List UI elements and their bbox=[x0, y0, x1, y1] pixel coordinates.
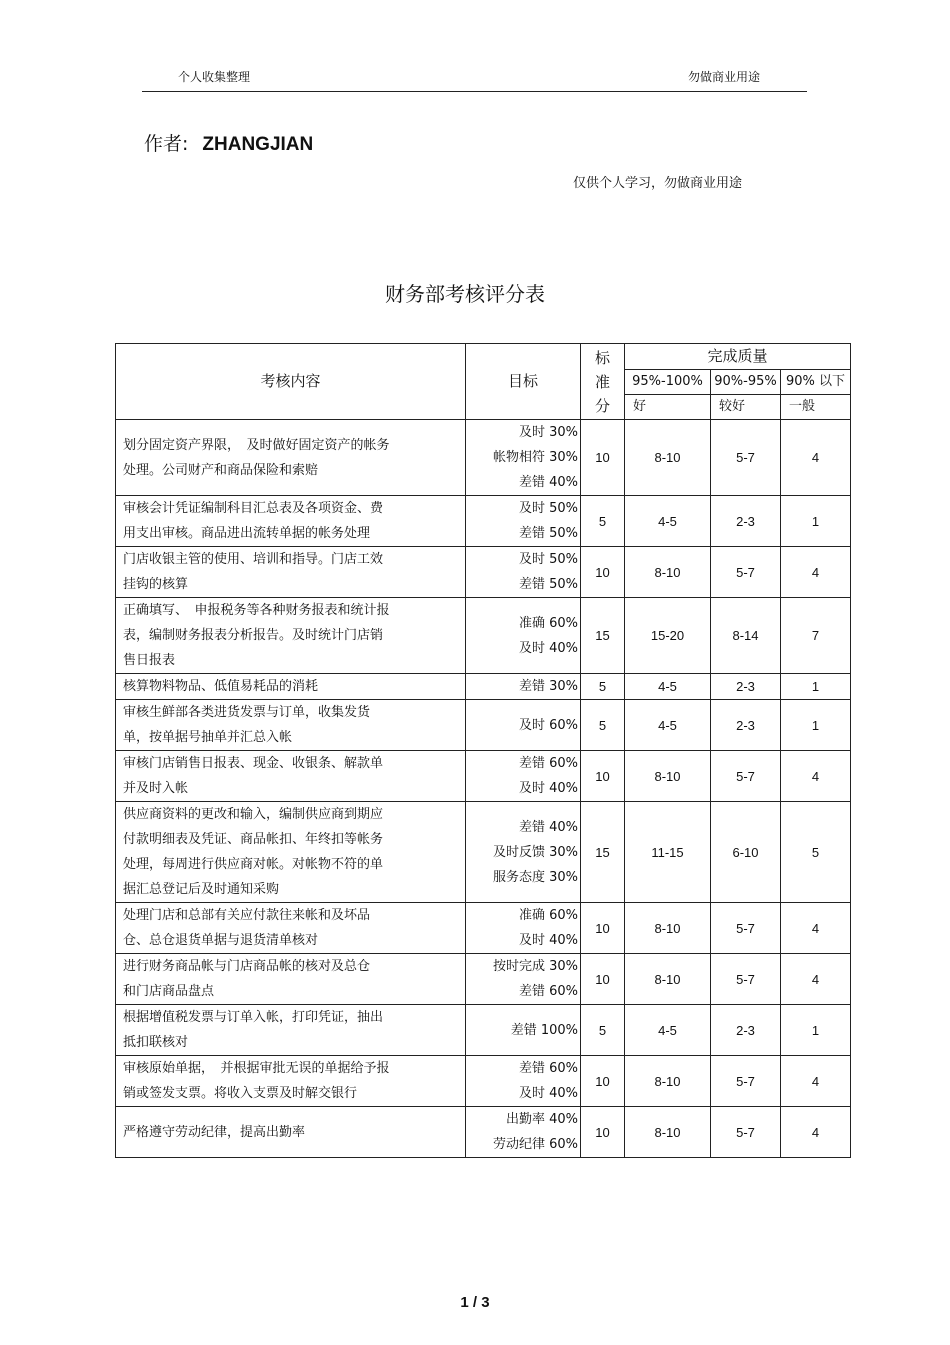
good-range-cell: 15-20 bbox=[625, 598, 711, 674]
content-cell bbox=[116, 954, 466, 1005]
standard-score-cell: 10 bbox=[581, 751, 625, 802]
normal-score-cell: 4 bbox=[781, 954, 851, 1005]
header-level-3: 90% 以下 bbox=[781, 370, 851, 395]
content-line: 单，按单据号抽单并汇总入帐 bbox=[123, 730, 293, 745]
normal-score-cell: 7 bbox=[781, 598, 851, 674]
table-row bbox=[116, 547, 851, 598]
table-row bbox=[116, 420, 851, 496]
standard-score-cell: 5 bbox=[581, 496, 625, 547]
author-label: 作者: bbox=[144, 133, 189, 155]
normal-score-cell: 4 bbox=[781, 751, 851, 802]
normal-score-cell: 1 bbox=[781, 496, 851, 547]
target-line: 差错 40% bbox=[518, 819, 578, 835]
header-grade-3: 一般 bbox=[781, 395, 851, 420]
target-line: 差错 60% bbox=[518, 756, 578, 771]
table-row bbox=[116, 1107, 851, 1158]
content-line: 处理。公司财产和商品保险和索赔 bbox=[123, 462, 319, 478]
assessment-table bbox=[115, 343, 851, 1158]
normal-score-cell: 5 bbox=[781, 802, 851, 903]
content-line: 正确填写、 申报税务等各种财务报表和统计报 bbox=[123, 603, 390, 618]
good-range-cell: 11-15 bbox=[625, 802, 711, 903]
content-cell bbox=[116, 802, 466, 903]
target-line: 出勤率 40% bbox=[505, 1112, 578, 1127]
normal-score-cell: 4 bbox=[781, 1056, 851, 1107]
target-cell bbox=[466, 420, 581, 496]
content-line: 门店收银主管的使用、培训和指导。门店工效 bbox=[123, 552, 384, 567]
content-line: 付款明细表及凭证、商品帐扣、年终扣等帐务 bbox=[123, 832, 384, 847]
usage-note: 仅供个人学习，勿做商业用途 bbox=[573, 176, 743, 191]
content-cell bbox=[116, 420, 466, 496]
author-name: ZHANGJIAN bbox=[202, 134, 314, 155]
content-line: 处理门店和总部有关应付款往来帐和及坏品 bbox=[123, 908, 371, 923]
better-range-cell: 2-3 bbox=[711, 674, 781, 700]
page-title: 财务部考核评分表 bbox=[385, 282, 545, 306]
target-line: 及时 40% bbox=[518, 933, 578, 948]
good-range-cell: 4-5 bbox=[625, 1005, 711, 1056]
content-line: 核算物料物品、低值易耗品的消耗 bbox=[123, 679, 319, 694]
target-line: 及时 40% bbox=[518, 1086, 578, 1101]
target-cell bbox=[466, 802, 581, 903]
content-line: 挂钩的核算 bbox=[123, 577, 189, 592]
target-line: 差错 100% bbox=[510, 1022, 578, 1038]
normal-score-cell: 1 bbox=[781, 1005, 851, 1056]
header-standard-char: 分 bbox=[594, 396, 610, 415]
header-level-2: 90%-95% bbox=[711, 370, 781, 395]
standard-score-cell: 10 bbox=[581, 903, 625, 954]
content-line: 用支出审核。商品进出流转单据的帐务处理 bbox=[123, 526, 371, 541]
header-target: 目标 bbox=[466, 344, 581, 420]
header-quality: 完成质量 bbox=[625, 344, 851, 370]
content-line: 据汇总登记后及时通知采购 bbox=[123, 882, 280, 897]
content-cell bbox=[116, 751, 466, 802]
better-range-cell: 5-7 bbox=[711, 751, 781, 802]
content-cell bbox=[116, 903, 466, 954]
target-line: 劳动纪律 60% bbox=[492, 1137, 578, 1152]
header-content: 考核内容 bbox=[116, 344, 466, 420]
content-cell bbox=[116, 1107, 466, 1158]
content-line: 划分固定资产界限， 及时做好固定资产的帐务 bbox=[123, 437, 390, 453]
content-cell bbox=[116, 598, 466, 674]
better-range-cell: 2-3 bbox=[711, 496, 781, 547]
content-cell bbox=[116, 700, 466, 751]
target-cell bbox=[466, 751, 581, 802]
standard-score-cell: 5 bbox=[581, 674, 625, 700]
page-number: 1 / 3 bbox=[460, 1294, 490, 1311]
normal-score-cell: 4 bbox=[781, 903, 851, 954]
content-line: 销或签发支票。将收入支票及时解交银行 bbox=[123, 1086, 358, 1101]
header-standard bbox=[581, 344, 625, 420]
content-line: 审核生鲜部各类进货发票与订单，收集发货 bbox=[123, 705, 371, 720]
target-line: 按时完成 30% bbox=[492, 959, 578, 974]
good-range-cell: 8-10 bbox=[625, 1056, 711, 1107]
good-range-cell: 4-5 bbox=[625, 700, 711, 751]
target-line: 及时 60% bbox=[518, 717, 578, 733]
standard-score-cell: 10 bbox=[581, 1056, 625, 1107]
table-row bbox=[116, 1056, 851, 1107]
better-range-cell: 5-7 bbox=[711, 954, 781, 1005]
table-row bbox=[116, 802, 851, 903]
content-line: 和门店商品盘点 bbox=[123, 984, 215, 999]
content-line: 根据增值税发票与订单入帐，打印凭证，抽出 bbox=[123, 1010, 384, 1025]
target-line: 及时 40% bbox=[518, 640, 578, 656]
target-cell bbox=[466, 674, 581, 700]
standard-score-cell: 15 bbox=[581, 802, 625, 903]
content-line: 供应商资料的更改和输入，编制供应商到期应 bbox=[123, 807, 384, 822]
header-row-1 bbox=[116, 344, 851, 370]
standard-score-cell: 10 bbox=[581, 1107, 625, 1158]
better-range-cell: 5-7 bbox=[711, 547, 781, 598]
good-range-cell: 8-10 bbox=[625, 903, 711, 954]
normal-score-cell: 4 bbox=[781, 420, 851, 496]
target-line: 服务态度 30% bbox=[492, 869, 578, 885]
content-cell bbox=[116, 1005, 466, 1056]
content-line: 严格遵守劳动纪律，提高出勤率 bbox=[123, 1124, 306, 1140]
standard-score-cell: 5 bbox=[581, 1005, 625, 1056]
target-line: 及时 50% bbox=[518, 552, 578, 567]
standard-score-cell: 5 bbox=[581, 700, 625, 751]
good-range-cell: 8-10 bbox=[625, 420, 711, 496]
good-range-cell: 8-10 bbox=[625, 954, 711, 1005]
target-cell bbox=[466, 598, 581, 674]
normal-score-cell: 4 bbox=[781, 547, 851, 598]
content-line: 审核会计凭证编制科目汇总表及各项资金、费 bbox=[123, 501, 384, 516]
target-line: 及时 40% bbox=[518, 781, 578, 796]
target-cell bbox=[466, 954, 581, 1005]
standard-score-cell: 10 bbox=[581, 954, 625, 1005]
content-line: 审核门店销售日报表、现金、收银条、解款单 bbox=[123, 756, 384, 771]
target-cell bbox=[466, 496, 581, 547]
content-cell bbox=[116, 674, 466, 700]
target-line: 差错 50% bbox=[518, 526, 578, 541]
better-range-cell: 5-7 bbox=[711, 1107, 781, 1158]
target-line: 及时 30% bbox=[518, 425, 578, 440]
table-row bbox=[116, 674, 851, 700]
target-line: 差错 50% bbox=[518, 577, 578, 592]
normal-score-cell: 1 bbox=[781, 700, 851, 751]
table-row bbox=[116, 700, 851, 751]
target-cell bbox=[466, 903, 581, 954]
content-cell bbox=[116, 496, 466, 547]
header-right-text: 勿做商业用途 bbox=[688, 70, 761, 84]
table-row bbox=[116, 751, 851, 802]
content-line: 处理，每周进行供应商对帐。对帐物不符的单 bbox=[123, 857, 384, 872]
content-line: 并及时入帐 bbox=[123, 781, 189, 796]
author-line bbox=[144, 129, 313, 156]
content-line: 表，编制财务报表分析报告。及时统计门店销 bbox=[123, 628, 384, 643]
good-range-cell: 4-5 bbox=[625, 674, 711, 700]
content-line: 抵扣联核对 bbox=[123, 1035, 189, 1050]
good-range-cell: 8-10 bbox=[625, 751, 711, 802]
content-cell bbox=[116, 1056, 466, 1107]
target-line: 帐物相符 30% bbox=[492, 450, 578, 465]
header-left-text: 个人收集整理 bbox=[178, 70, 251, 84]
content-cell bbox=[116, 547, 466, 598]
header-level-1: 95%-100% bbox=[625, 370, 711, 395]
header-standard-char: 准 bbox=[594, 372, 610, 391]
table-row bbox=[116, 496, 851, 547]
target-line: 及时 50% bbox=[518, 501, 578, 516]
better-range-cell: 5-7 bbox=[711, 903, 781, 954]
table-row bbox=[116, 598, 851, 674]
target-cell bbox=[466, 700, 581, 751]
good-range-cell: 8-10 bbox=[625, 547, 711, 598]
content-line: 售日报表 bbox=[123, 653, 176, 668]
content-line: 进行财务商品帐与门店商品帐的核对及总仓 bbox=[123, 959, 371, 974]
target-line: 准确 60% bbox=[518, 615, 578, 631]
target-cell bbox=[466, 547, 581, 598]
target-line: 差错 30% bbox=[518, 679, 578, 694]
standard-score-cell: 15 bbox=[581, 598, 625, 674]
normal-score-cell: 1 bbox=[781, 674, 851, 700]
target-line: 及时反馈 30% bbox=[492, 844, 578, 860]
better-range-cell: 8-14 bbox=[711, 598, 781, 674]
header-standard-char: 标 bbox=[594, 348, 610, 367]
better-range-cell: 2-3 bbox=[711, 1005, 781, 1056]
better-range-cell: 5-7 bbox=[711, 420, 781, 496]
target-line: 差错 60% bbox=[518, 984, 578, 999]
header-divider bbox=[142, 91, 807, 92]
target-cell bbox=[466, 1107, 581, 1158]
target-cell bbox=[466, 1056, 581, 1107]
good-range-cell: 4-5 bbox=[625, 496, 711, 547]
standard-score-cell: 10 bbox=[581, 547, 625, 598]
table-row bbox=[116, 903, 851, 954]
content-line: 仓、总仓退货单据与退货清单核对 bbox=[123, 933, 319, 948]
better-range-cell: 6-10 bbox=[711, 802, 781, 903]
target-line: 差错 60% bbox=[518, 1061, 578, 1076]
target-line: 准确 60% bbox=[518, 908, 578, 923]
table-row bbox=[116, 954, 851, 1005]
standard-score-cell: 10 bbox=[581, 420, 625, 496]
better-range-cell: 2-3 bbox=[711, 700, 781, 751]
good-range-cell: 8-10 bbox=[625, 1107, 711, 1158]
normal-score-cell: 4 bbox=[781, 1107, 851, 1158]
table-row bbox=[116, 1005, 851, 1056]
better-range-cell: 5-7 bbox=[711, 1056, 781, 1107]
header-grade-1: 好 bbox=[625, 395, 711, 420]
target-line: 差错 40% bbox=[518, 475, 578, 490]
target-cell bbox=[466, 1005, 581, 1056]
content-line: 审核原始单据， 并根据审批无误的单据给予报 bbox=[123, 1061, 390, 1076]
header-grade-2: 较好 bbox=[711, 395, 781, 420]
